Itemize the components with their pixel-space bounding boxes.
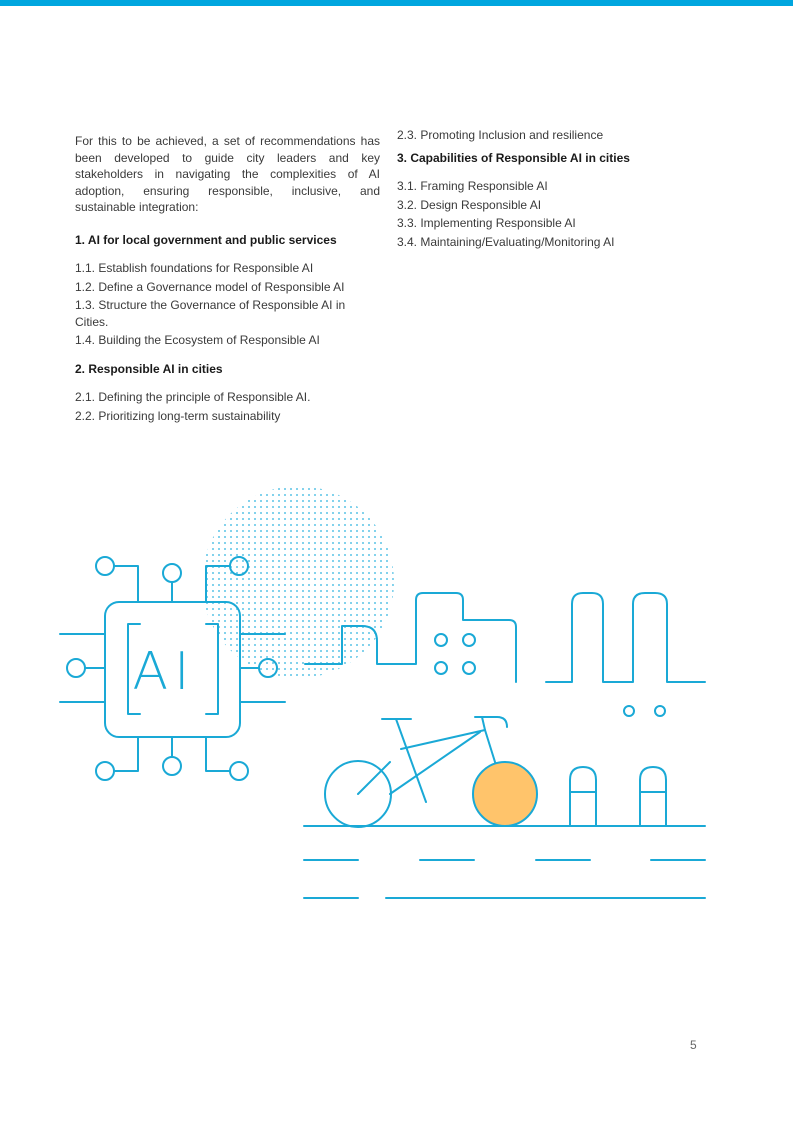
left-column [75,133,380,436]
list-item: 1.3. Structure the Governance of Responsible AI in Cities. [75,298,346,329]
section-1-list [75,260,380,349]
right-column [397,127,697,262]
list-item: 2.1. Defining the principle of Responsible AI. [75,390,311,404]
list-item: 3.2. Design Responsible AI [397,197,542,212]
intro-paragraph: For this to be achieved, a set of recommendations has been developed to guide city leaders and key stakeholders in navigating the complexities of AI adoption, ensuring responsible, inclusive, and sustainable integration: [75,134,380,214]
list-item: 1.1. Establish foundations for Responsible AI [75,261,314,275]
building-windows [435,634,475,674]
chip-label: AI [132,642,196,702]
smart-city-illustration [0,470,793,920]
bollard-left [570,767,596,826]
list-item: 2.2. Prioritizing long-term sustainability [75,408,281,423]
section-2-list [75,389,380,424]
tower-dots [624,706,665,716]
section-1-heading: 1. AI for local government and public services [75,232,337,247]
list-item: 3.3. Implementing Responsible AI [397,216,576,230]
bicycle-rear-wheel [473,762,537,826]
section-3-list [397,178,697,250]
list-item: 2.3. Promoting Inclusion and resilience [397,128,604,142]
list-item: 1.4. Building the Ecosystem of Responsible AI [75,333,320,347]
list-item: 1.2. Define a Governance model of Responsible AI [75,279,345,294]
dotted-circle-backdrop [202,486,394,678]
bollard-right [640,767,666,826]
road-dashes [304,860,705,898]
list-item: 3.4. Maintaining/Evaluating/Monitoring AI [397,234,615,249]
list-item: 3.1. Framing Responsible AI [397,179,548,193]
section-3-heading: 3. Capabilities of Responsible AI in cities [397,150,630,165]
top-accent-bar [0,0,793,6]
section-2-heading: 2. Responsible AI in cities [75,361,223,376]
page-number: 5 [690,1038,697,1052]
tall-towers [546,593,705,682]
